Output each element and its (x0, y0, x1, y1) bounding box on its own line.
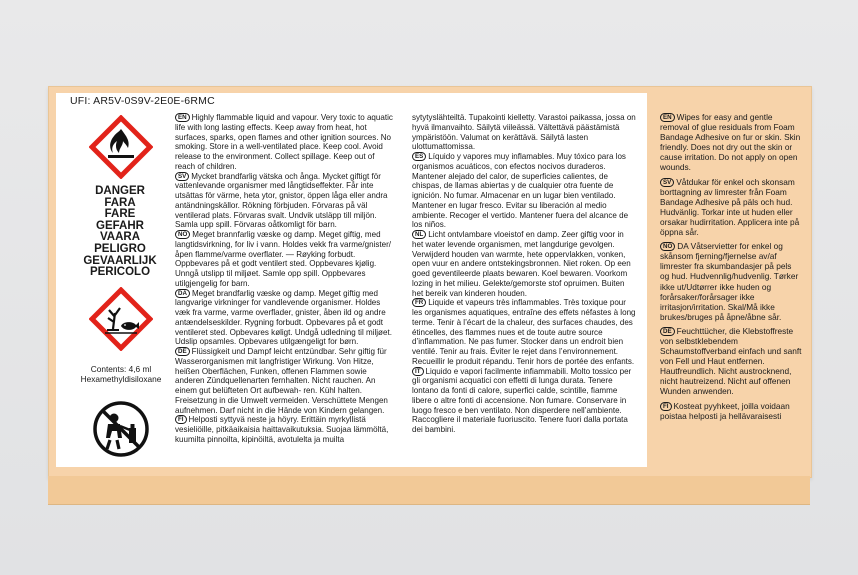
description-paragraph-sv: SV Våtdukar för enkel och skonsam borttagning av limrester från Foam Bandage Adhesive på päls och hud. Hudvänlig. Torkar inte ut huden eller orsakar hudirritation. Applicera inte på öppna sår. (660, 176, 800, 238)
hazard-paragraph-da: DA Meget brandfarlig væske og damp. Meget giftig med langvarige virkninger for vandlevende organismer. Holdes væk fra varme, varme overflader, gnister, åben ild og andre antændelseskilder. Rygning forbudt. Opbevares på et godt ventileret sted. Opbevares køligt. Undgå udledning til miljøet. Udslip opsamles. Opbevares utilgængeligt for børn. (175, 288, 392, 347)
signal-word: FARA (104, 196, 136, 209)
signal-word: PERICOLO (89, 266, 151, 279)
language-badge: NO (175, 230, 190, 239)
description-paragraph-en: EN Wipes for easy and gentle removal of glue residuals from Foam Bandage Adhesive on fur or skin. Skin friendly. Does not dry out the skin or cause irritation. Do not apply on open wounds. (660, 112, 801, 173)
language-badge: SV (660, 178, 674, 187)
hazard-paragraph-de: DE Flüssigkeit und Dampf leicht entzündbar. Sehr giftig für Wasserorganismen mit langfristiger Wirkung. Von Hitze, heißen Oberflächen, Funken, offenen Flammen sowie anderen Zündquellenarten fernhalten. Nicht rauchen. An einem gut belüfteten Ort aufbewah- ren. Kühl halten. Freisetzung in die Umwelt vermeiden. Verschüttete Mengen aufnehmen. Darf nicht in die Hände von Kindern gelangen. (175, 347, 388, 415)
hazard-paragraph-es: ES Líquido y vapores muy inflamables. Muy tóxico para los organismos acuáticos, con efectos nocivos duraderos. Mantener alejado del calor, de superficies calientes, de chispas, de llamas abiertas y de cualquier otra fuente de ignición. No fumar. Almacenar en un lugar bien ventilado. Mantener en lugar fresco. Evitar su liberación al medio ambiente. Recoger el vertido. Mantener fuera del alcance de los niños. (412, 152, 629, 230)
hazard-paragraph-sv: SV Mycket brandfarlig vätska och ånga. Mycket giftigt för vattenlevande organismer med långtidseffekter. Får inte utsättas för värme, heta ytor, gnistor, öppen låga eller andra antändningskällor. Rökning förbjuden. Förvaras på väl ventilerad plats. Förvaras svalt. Undvik utsläpp till miljön. Samla upp spill. Förvaras oåtkomligt för barn. (175, 171, 388, 230)
keep-away-from-children-icon (92, 400, 150, 458)
product-description-column (660, 112, 802, 425)
ufi-code: UFI: AR5V-0S9V-2E0E-6RMC (70, 95, 215, 107)
language-badge: NO (660, 242, 675, 251)
language-badge: DE (660, 327, 675, 336)
signal-word: FARE (104, 208, 136, 221)
environment-icon (89, 287, 153, 351)
language-badge: SV (175, 172, 189, 181)
signal-word: VAARA (99, 231, 141, 244)
package-box-bottom-edge (48, 476, 810, 505)
language-badge: EN (175, 113, 190, 122)
hazard-paragraph-en: EN Highly flammable liquid and vapour. Very toxic to aquatic life with long lasting effects. Keep away from heat, hot surfaces, sparks, open flames and other ignition sources. No smoking. Store in a well-ventilated place. Keep cool. Avoid release to the environment. Collect spillage. Keep out of reach of children. (175, 113, 393, 171)
language-badge: FI (175, 415, 187, 424)
hazard-paragraph-fi: FI Helposti syttyvä neste ja höyry. Erittäin myrkyllistä vesieliöille, pitkäaikaisia haittavaikutuksia. Suojaa lämmöltä, kuumilta pinnoilta, kipinöiltä, avotulelta ja muilta (175, 415, 389, 444)
hazard-paragraph-it: IT Liquido e vapori facilmente infiammabili. Molto tossico per gli organismi acquatici con effetti di lunga durata. Tenere lontano da fonti di calore, superfici calde, scintille, fiamme libere o altre fonti di accensione. Non fumare. Conservare in luogo fresco e ben ventilato. Non disperdere nell’ambiente. Raccogliere il materiale fuoriuscito. Tenere fuori dalla portata dei bambini. (412, 366, 632, 434)
language-badge: IT (412, 367, 424, 376)
hazard-text-column-1 (175, 113, 395, 445)
language-badge: DA (175, 289, 190, 298)
language-badge: EN (660, 113, 675, 122)
signal-word: DANGER (95, 185, 145, 197)
hazard-paragraph-fr: FR Liquide et vapeurs très inflammables. Très toxique pour les organismes aquatiques, entraîne des effets néfastes à long terme. Tenir à l’écart de la chaleur, des surfaces chaudes, des étincelles, des flammes nues et de toute autre source d’inflammation. Ne pas fumer. Stocker dans un endroit bien ventilé. Tenir au frais. Éviter le rejet dans l’environnement. Recueillir le produit répandu. Tenir hors de portée des enfants. (412, 298, 636, 366)
hazard-paragraph-nl: NL Licht ontvlambare vloeistof en damp. Zeer giftig voor in het water levende organismen, met langdurige gevolgen. Verwijderd houden van warmte, hete oppervlakken, vonken, open vuur en andere ontstekingsbronnen. Niet roken. Op een goed geventileerde plaats bewaren. Koel bewaren. Voorkom lozing in het milieu. Gelekte/gemorste stof opruimen. Buiten het bereik van kinderen houden. (412, 230, 631, 298)
description-paragraph-no-da: NO DA Våtservietter for enkel og skånsom fjerning/fjernelse av/af limrester fra skumbandasjer på pels og hud. Hudvennlig/hudvenlig. Tørker ikke ut/Udtørrer ikke huden og forårsaker/forårsager ikke irritasjon/irritation. Skal/Må ikke brukes/bruges på åpne/åbne sår. (660, 241, 799, 322)
language-badge: DE (175, 347, 190, 356)
language-badge: NL (412, 230, 426, 239)
signal-word: GEFAHR (96, 219, 144, 232)
language-badge: FR (412, 298, 426, 307)
contents-substance: Hexamethyldisiloxane (80, 374, 162, 384)
description-paragraph-de: DE Feuchttücher, die Klebstoffreste von selbstklebendem Schaumstoffverband einfach und sanft von Fell und Haut entfernen. Hautfreundlich. Nicht austrocknend, nicht hautreizend. Nicht auf offenen Wunden anwenden. (660, 325, 802, 397)
signal-word: GEVAARLIJK (83, 254, 157, 267)
language-badge: ES (412, 152, 426, 161)
contents-info (70, 364, 172, 384)
language-badge: FI (660, 402, 672, 411)
hazard-text-column-2 (412, 113, 637, 435)
contents-volume: Contents: 4,6 ml (90, 364, 152, 374)
hazard-paragraph-fi-cont: sytytyslähteiltä. Tupakointi kielletty. Varastoi paikassa, jossa on hyvä ilmanvaihto. Säilytä viileässä. Vältettävä päästämistä ympäristöön. Valumat on kerättävä. Säilytä lasten ulottumattomissa. (412, 113, 636, 152)
hazard-paragraph-no: NO Meget brannfarlig væske og damp. Meget giftig, med langtidsvirkning, for liv i vann. Holdes vekk fra varme/gnister/åpen flamme/varme overflater. — Røyking forbudt. Oppbevares på et godt ventilert sted. Oppbevares kjølig. Unngå utslipp til miljøet. Samle opp spill. Oppbevares utilgjengelig for barn. (175, 230, 392, 288)
description-paragraph-fi: FI Kosteat pyyhkeet, joilla voidaan poistaa helposti ja hellävaraisesti (660, 400, 790, 421)
signal-word: PELIGRO (94, 242, 146, 255)
signal-words (70, 186, 170, 279)
flame-icon (89, 115, 153, 179)
